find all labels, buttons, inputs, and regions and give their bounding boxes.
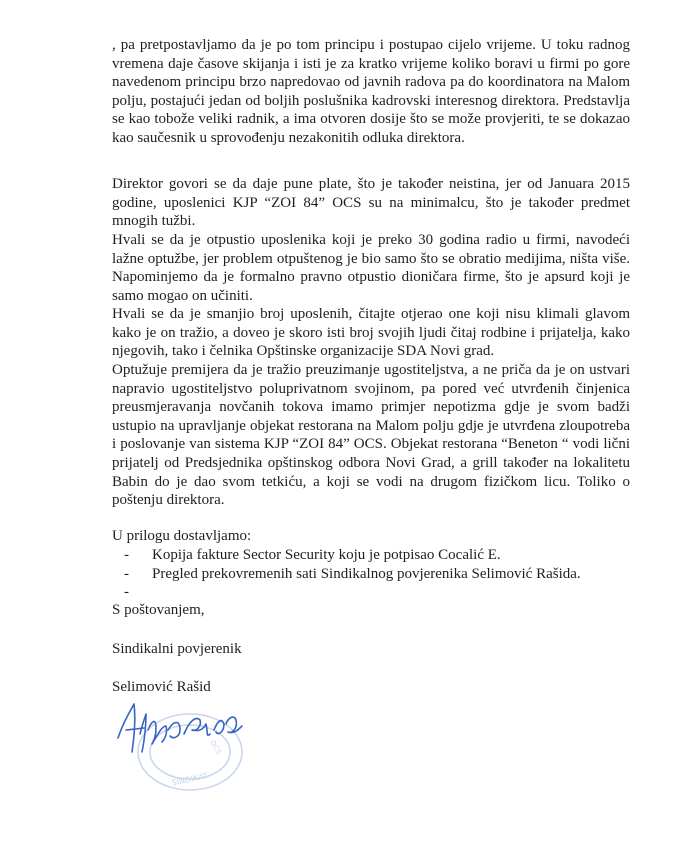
list-dash: - xyxy=(124,565,129,582)
svg-text:SINDIKAT: SINDIKAT xyxy=(170,771,209,788)
attachment-text: Kopija fakture Sector Security koju je potpisao Cocalić E. xyxy=(152,547,501,563)
paragraph-2: Direktor govori se da daje pune plate, što je također neistina, jer od Januara 2015 godine, uposlenici KJP “ZOI 84” OCS su na minimalcu, što je također predmet mnogih tužbi. xyxy=(112,176,630,230)
signature-stamp-image xyxy=(110,690,260,800)
list-dash: - xyxy=(124,584,129,601)
closing-salutation: S poštovanjem, xyxy=(112,602,205,618)
signer-role: Sindikalni povjerenik xyxy=(112,641,242,657)
paragraph-3: Hvali se da je otpustio uposlenika koji je preko 30 godina radio u firmi, navodeći lažne optužbe, jer problem otpuštenog je bio samo što se obratio medijima, ništa više. Napominjemo da je formalno pravno otpustio dioničara firme, što je apsurd koji je samo mogao on učiniti. xyxy=(112,232,630,304)
attachments-list xyxy=(112,546,581,602)
signer-name: Selimović Rašid xyxy=(112,679,211,695)
attachment-item xyxy=(112,546,581,565)
attachments-intro: U prilogu dostavljamo: xyxy=(112,528,252,544)
list-dash: - xyxy=(124,547,129,563)
signature-icon xyxy=(118,704,242,752)
stamp-icon xyxy=(138,714,242,790)
paragraph-4: Hvali se da je smanjio broj uposlenih, čitajte otjerao one koji nisu klimali glavom kako je on tražio, a doveo je skoro isti broj svojih ljudi čitaj rodbine i prijatelja, kako njegovih, tako i čelnika Opštinske organizacije SDA Novi grad. xyxy=(112,306,630,360)
attachment-text xyxy=(152,584,156,600)
attachment-item xyxy=(112,565,581,584)
attachment-item xyxy=(112,583,581,602)
svg-text:OCS: OCS xyxy=(208,739,223,756)
attachment-text: Pregled prekovremenih sati Sindikalnog povjerenika Selimović Rašida. xyxy=(152,565,581,582)
paragraph-5: Optužuje premijera da je tražio preuzimanje ugostiteljstva, a ne priča da je on ustvari napravio ugostiteljstvo poluprivatnom svojinom, pa pored već utvrđenih činjenica preusmjeravanja novčanih tokova imamo primjer nepotizma gdje je svom badži ustupio na upravljanje objekat restorana na Malom polju gdje je utvrđena zloupotreba i poslovanje van sistema KJP “ZOI 84” OCS. Objekat restorana “Beneton “ vodi lični prijatelj od Predsjednika opštinskog odbora Novi Grad, a grill također na lokalitetu Babin do je dao svom tetkiću, a koji se vodi na drugom fizičkom licu. Toliko o poštenju direktora. xyxy=(112,362,630,509)
paragraph-1: , pa pretpostavljamo da je po tom principu i postupao cijelo vrijeme. U toku radnog vremena daje časove skijanja i isti je za kratko vrijeme koliko boravi u firmi po gore navedenom principu brzo napredovao od javnih radova pa do koordinatora na Malom polju, postajući jedan od boljih poslušnika kadrovski interesnog direktora. Predstavlja se kao tobože veliki radnik, a ima otvoren dosije što se može provjeriti, te se dokazao kao saučesnik u sprovođenju nezakonitih odluka direktora. xyxy=(112,37,630,146)
